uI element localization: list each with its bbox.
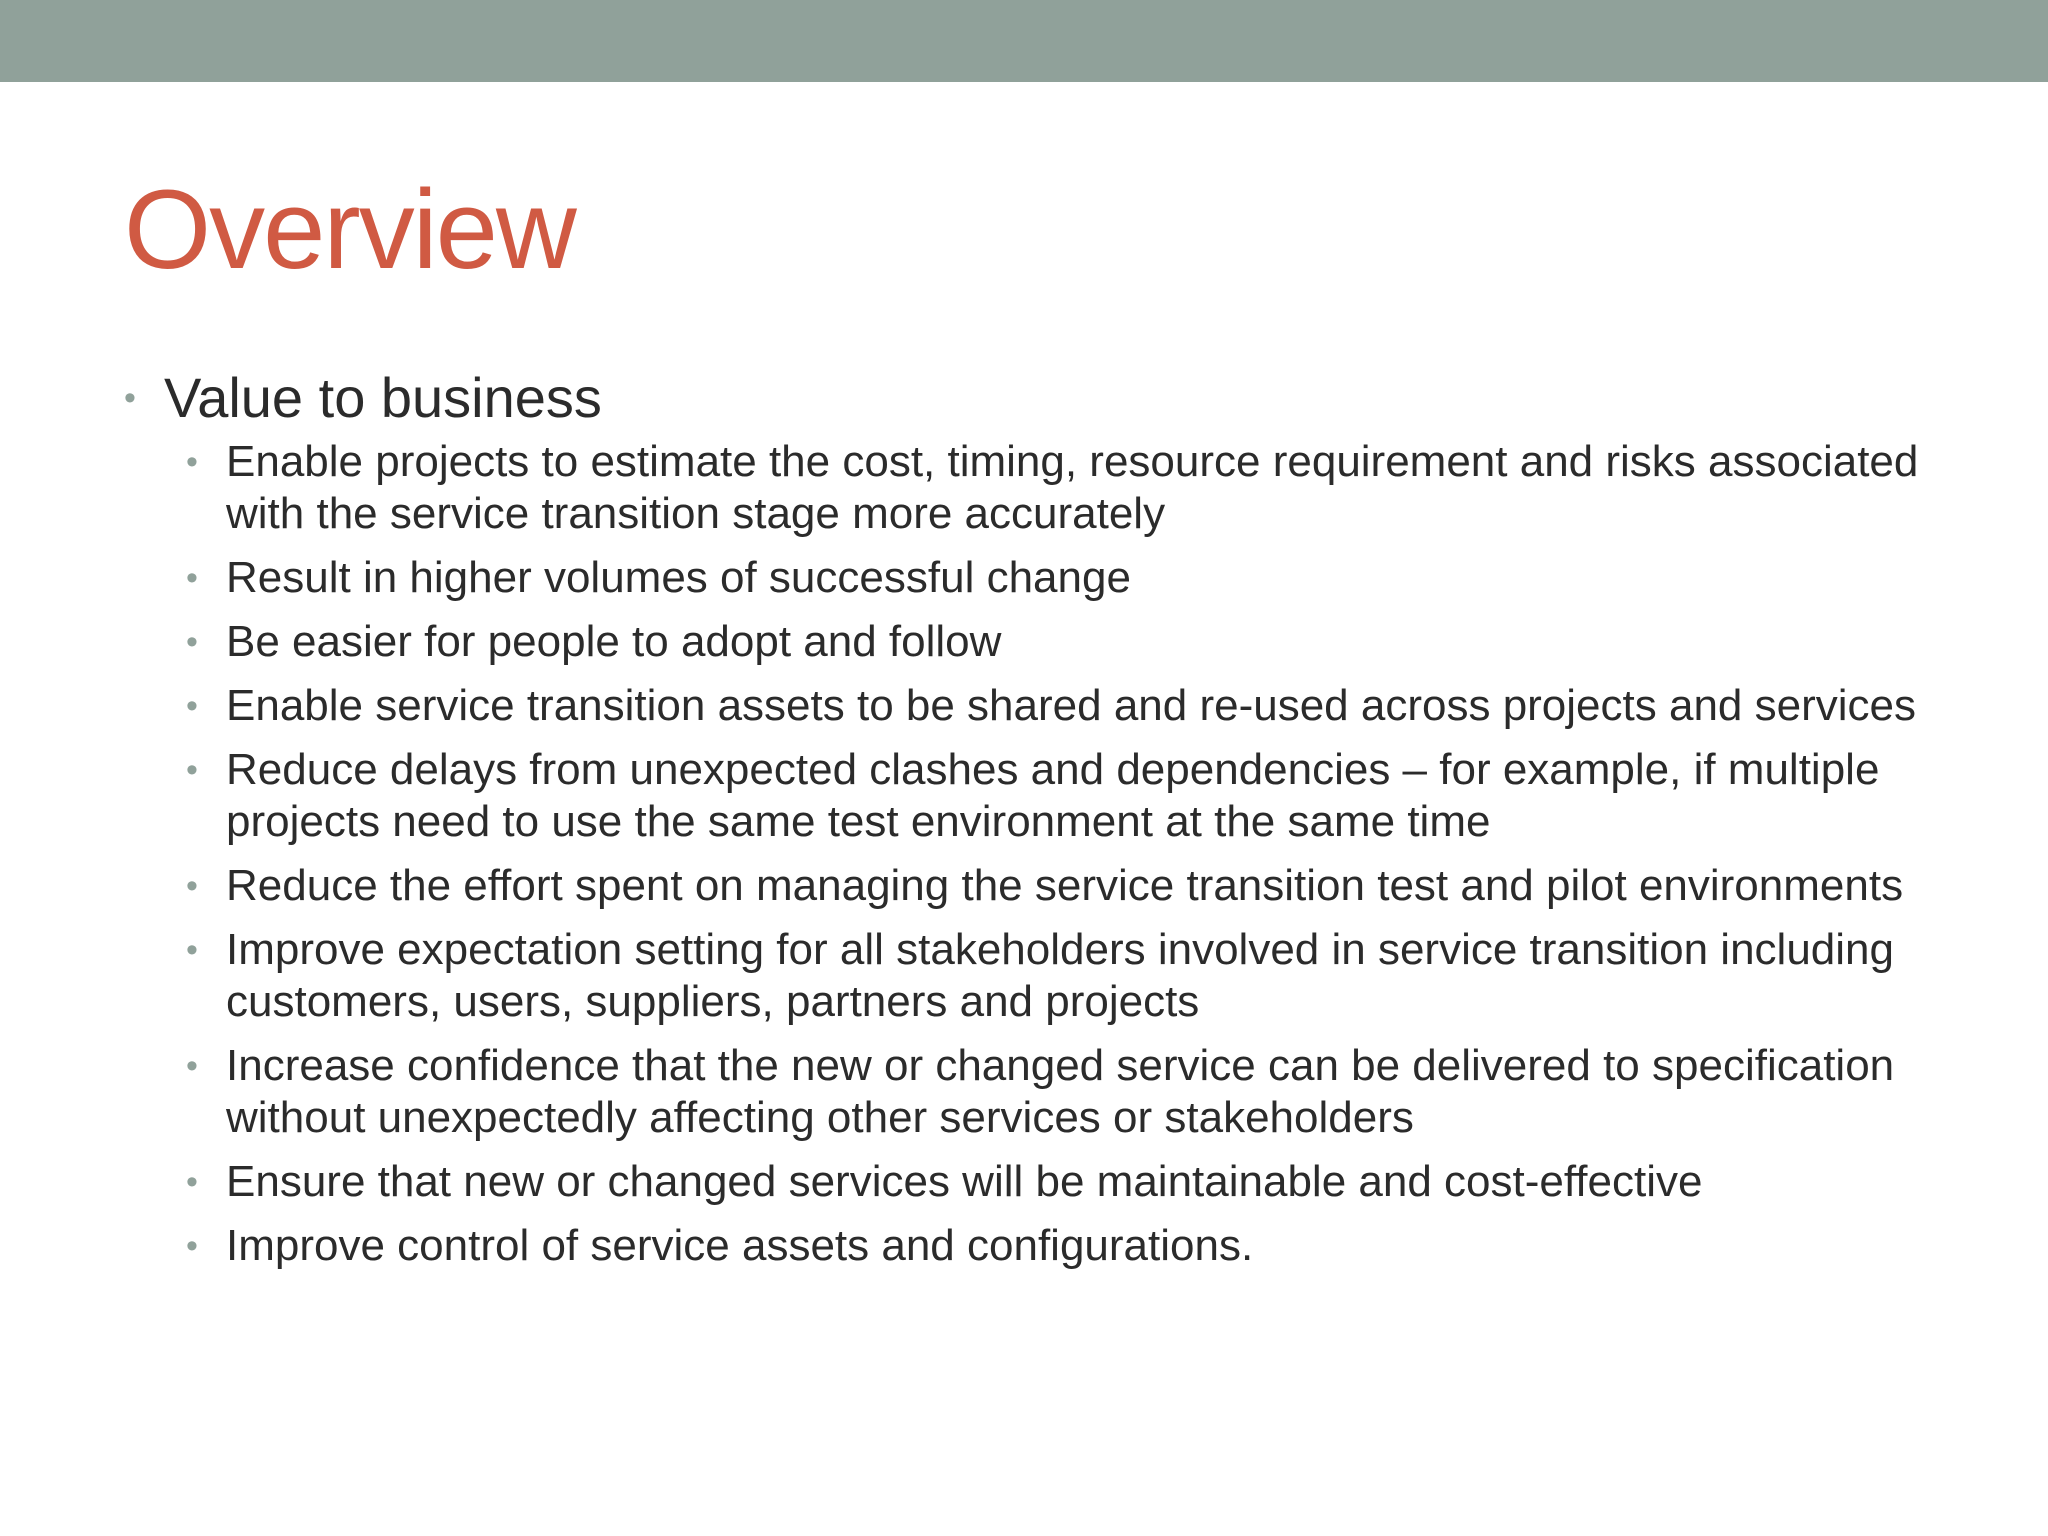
list-item <box>124 744 1924 848</box>
bullet-dot-icon: • <box>186 867 198 905</box>
bullet-dot-icon: • <box>186 1163 198 1201</box>
bullet-heading-text: Value to business <box>164 366 602 429</box>
bullet-dot-icon: • <box>186 687 198 725</box>
bullet-heading <box>124 366 1924 430</box>
list-item-text: Result in higher volumes of successful change <box>226 553 1131 602</box>
list-item-text: Improve control of service assets and configurations. <box>226 1221 1254 1270</box>
list-item-text: Reduce delays from unexpected clashes and dependencies – for example, if multiple projects need to use the same test environment at the same time <box>226 745 1880 846</box>
slide-title: Overview <box>124 167 575 292</box>
benefit-list <box>124 436 1924 1272</box>
list-item <box>124 1040 1924 1144</box>
bullet-dot-icon: • <box>186 751 198 789</box>
list-item <box>124 1220 1924 1272</box>
list-item <box>124 436 1924 540</box>
slide-body <box>124 366 1924 1284</box>
list-item-text: Enable service transition assets to be shared and re-used across projects and services <box>226 681 1916 730</box>
list-item <box>124 860 1924 912</box>
list-item <box>124 1156 1924 1208</box>
bullet-dot-icon: • <box>186 1047 198 1085</box>
bullet-dot-icon: • <box>186 623 198 661</box>
list-item <box>124 680 1924 732</box>
list-item-text: Reduce the effort spent on managing the service transition test and pilot environments <box>226 861 1904 910</box>
list-item <box>124 552 1924 604</box>
list-item-text: Enable projects to estimate the cost, timing, resource requirement and risks associated with the service transition stage more accurately <box>226 437 1919 538</box>
bullet-dot-icon: • <box>186 931 198 969</box>
list-item-text: Improve expectation setting for all stakeholders involved in service transition including customers, users, suppliers, partners and projects <box>226 925 1894 1026</box>
bullet-dot-icon: • <box>124 379 136 417</box>
bullet-dot-icon: • <box>186 559 198 597</box>
list-item-text: Increase confidence that the new or changed service can be delivered to specification without unexpectedly affecting other services or stakeholders <box>226 1041 1895 1142</box>
list-item-text: Ensure that new or changed services will be maintainable and cost-effective <box>226 1157 1703 1206</box>
slide-header-band <box>0 0 2048 82</box>
list-item <box>124 924 1924 1028</box>
list-item-text: Be easier for people to adopt and follow <box>226 617 1002 666</box>
bullet-dot-icon: • <box>186 1227 198 1265</box>
list-item <box>124 616 1924 668</box>
bullet-dot-icon: • <box>186 443 198 481</box>
